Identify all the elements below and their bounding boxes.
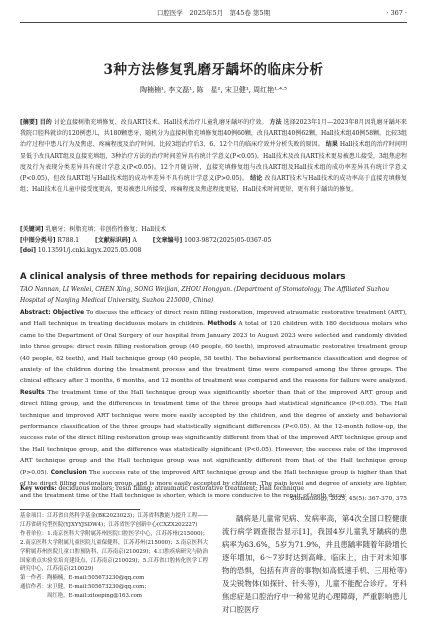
doi-value: 10.13591/j.cnki.kqyx.2025.05.008 [37,247,142,254]
doc-code-label: [文献标识码] [95,236,131,244]
conclusion-zh-text: 改良ART技术与Hall技术的成功率高于直接充填修复组；Hall技术在儿童中接受度更高，更易被患儿所接受，疼痛程度及焦虑程度更轻，Hall技术时间更短，更有利于龋齿的修复。 [20,175,407,194]
footnote-rule [20,509,140,510]
methods-en-text: A total of 120 children with 180 deciduous molars who came to the Department of Oral Surgery of our hospital from January 2023 to August 2023 were selected and randomly divided into three groups: direct resin filling restoration group (40 people, 60 teeth), improved atraumatic restorative treatment group (40 people, 62 teeth), and Hall technique group (40 people, 58 teeth). The behavioral performance classification and degree of anxiety of the children during the treatment process and the treatment time were compared among the three groups. The clinical efficacy after 3 months, 6 months, and 12 months of treatment was compared and the reasons for failure were analyzed. [20,321,407,385]
results-en-text: The treatment time of the Hall technique group was significantly shorter than that of the improved ART group and direct filling group, and the differences in treatment time of the three groups had statistical significance (P<0.05). The Hall technique and improved ART technique were more easily accepted by the children, and the degree of anxiety and behavioral performance classification of the three groups had statistically significant differences (P<0.05). At the 12-month follow-up, the success rate of the direct filling restoration group was significantly different from that of the improved ART technique group and the Hall technique group, and the difference was statistically significant (P<0.05). However, the success rate of the improved ART technique group and the Hall technique group was not significantly different from that of the Hall technique group (P>0.05). [20,389,407,476]
conclusion-en-label: Conclusion [50,469,87,476]
results-en-label: Results [20,389,45,396]
citation-line: Stomatology, 2025, 45(5): 367-370, 375 [290,496,407,502]
chinese-title: 3种方法修复乳磨牙龋坏的临床分析 [103,62,324,78]
objective-zh-label: 目的 [39,119,52,126]
chinese-authors: 陶楠楠¹, 李文磊¹, 陈 星², 宋卫健¹, 周红艳¹·⁴·⁵ [140,86,287,94]
footnote-corresponding-2: 周红艳，E-mail:zitoeping@163.com [20,593,142,600]
footnote-affiliations: 作者单位：1.南京医科大学附属苏州医院口腔医学中心，江苏苏州(215000)；2.南京医科大学附属儿童医院儿童保健科，江苏苏州(215000)；3.南京医科大学附属苏州医院儿童口腔预防科，江苏南京(210029)；4.口腔疾病研究与防治国家重点实验室培育建设点，江苏南京(210029)；5.江苏省口腔转化医学工程研究中心，江苏南京(210029) [20,530,208,573]
doc-code-value: A [132,236,137,244]
methods-zh-text: 选择2023年1月—2023年8月因乳磨牙龋坏来我院口腔科就诊的120例患儿，共180颗患牙，随机分为直接树脂充填修复组40例60颗，改良ART组40例62颗，Hall技术组40例58颗。比较3组治疗过程中患儿行为及焦虑、疼痛程度及治疗时间，比较3组治疗后3、6、12个月的临床疗效并分析失败的原因。 [20,119,407,149]
footnote-funding: 基金项目：江苏省自然科学基金(BK2023023)；江苏省科教能力提升工程——江苏省研究型医院(YJXYYJSDW4)；江苏省医学创新中心(CXZX202227) [20,513,208,528]
keywords-en-label: Key words: [20,485,57,492]
objective-en-text: To discuss the efficacy of direct resin filling restoration, improved atraumatic restorative treatment (ART), and Hall technique in treating deciduous molars in children. [20,310,407,328]
abstract-en-label: Abstract: [20,310,51,316]
body-paragraph: 龋病是儿童常见病、发病率高，第4次全国口腔健康流行病学调查报告显示[1]，我国4岁儿童乳牙龋病的患病率为63.6%，5岁为71.9%，并且患龋率随着年龄增长逐年增加，6～7岁时达到高峰。临床上，由于对未知事物的恐惧，包括有声音的事物(如高低速手机、三用枪等)及尖锐物体(如探针、针头等)，儿童不能配合诊疗。牙科焦虑症是口腔治疗中一种常见的心理障碍，严重影响患儿对口腔医疗 [222,514,407,614]
article-number-label: [文章编号] [152,236,183,244]
article-number-value: 1003-9872(2025)05-0367-05 [184,236,272,244]
conclusion-zh-label: 结论 [250,175,263,183]
methods-zh-label: 方法 [269,119,282,126]
english-abstract [20,308,407,502]
keywords-zh-text: 乳磨牙；树脂充填；非创伤性修复；Hall技术 [45,226,167,233]
keywords-zh-label: [关键词] [20,226,44,233]
page-number: · 367 · [386,9,407,17]
english-title: A clinical analysis of three methods for repairing deciduous molars [20,272,346,282]
clc-label: [中图分类号] [20,236,56,244]
article-meta [20,225,407,257]
doi-label: [doi] [20,247,36,254]
footnote-corresponding-1: 通信作者：宋卫健，E-mail:505673230@qq.com； [20,584,150,591]
keywords-zh [20,225,407,236]
conclusion-en-text: The success rate of the improved ART technique group and the Hall technique group is higher than that of the direct filling restoration group, and is more easily accepted by children. The pain level and degree of anxiety are lighter, and the treatment time of the Hall technique is shorter, which is more conducive to the repair of tooth decay. [20,469,408,499]
methods-en-label: Methods [207,321,237,328]
classification-row [20,236,407,247]
footnote-block [20,512,208,601]
objective-en-label: Objective [52,310,85,316]
keywords-en-text: deciduous molars; resin filling; atraumatic restorative treatment; Hall technique [58,485,304,492]
english-authors: TAO Nannan, LI Wenlei, CHEN Xing, SONG Weijian, ZHOU Hongyan. (Department of Stomatology, The Affiliated Suzhou Hospital of Nanjing Medical University, Suzhou 215000, China) [20,286,390,304]
chinese-abstract [20,117,407,195]
running-header [20,6,407,20]
journal-info: 口腔医学 2025年5月 第45卷 第5期 [156,9,271,17]
doi-row [20,246,407,257]
keywords-en [20,484,407,494]
header-rule [20,22,407,23]
results-zh-text: Hall技术组的治疗时间明显低于改良ART组及直接充填组，3种治疗方法的治疗时间差异具有统计学意义(P<0.05)。Hall技术及改良ART技术更易被患儿接受，3组焦虑程度及行为表现分类差异具有统计学意义(P<0.05)。12个月随访时，直接充填修复组与改良ART组及Hall技术组的成功率差异具有统计学意义(P<0.05)，但改良ART组与Hall技术组的成功率差异不具有统计学意义(P>0.05)。 [20,141,407,183]
objective-zh-text: 讨论直接树脂充填修复、改良ART技术、Hall技术治疗儿童乳磨牙龋坏的疗效。 [53,119,268,126]
footnote-first-author: 第一作者：陶楠楠，E-mail:505673230@qq.com [20,575,145,582]
results-zh-label: 结果 [325,141,338,149]
clc-value: R788.1 [57,236,80,244]
abstract-zh-label: [摘要] [20,119,38,126]
